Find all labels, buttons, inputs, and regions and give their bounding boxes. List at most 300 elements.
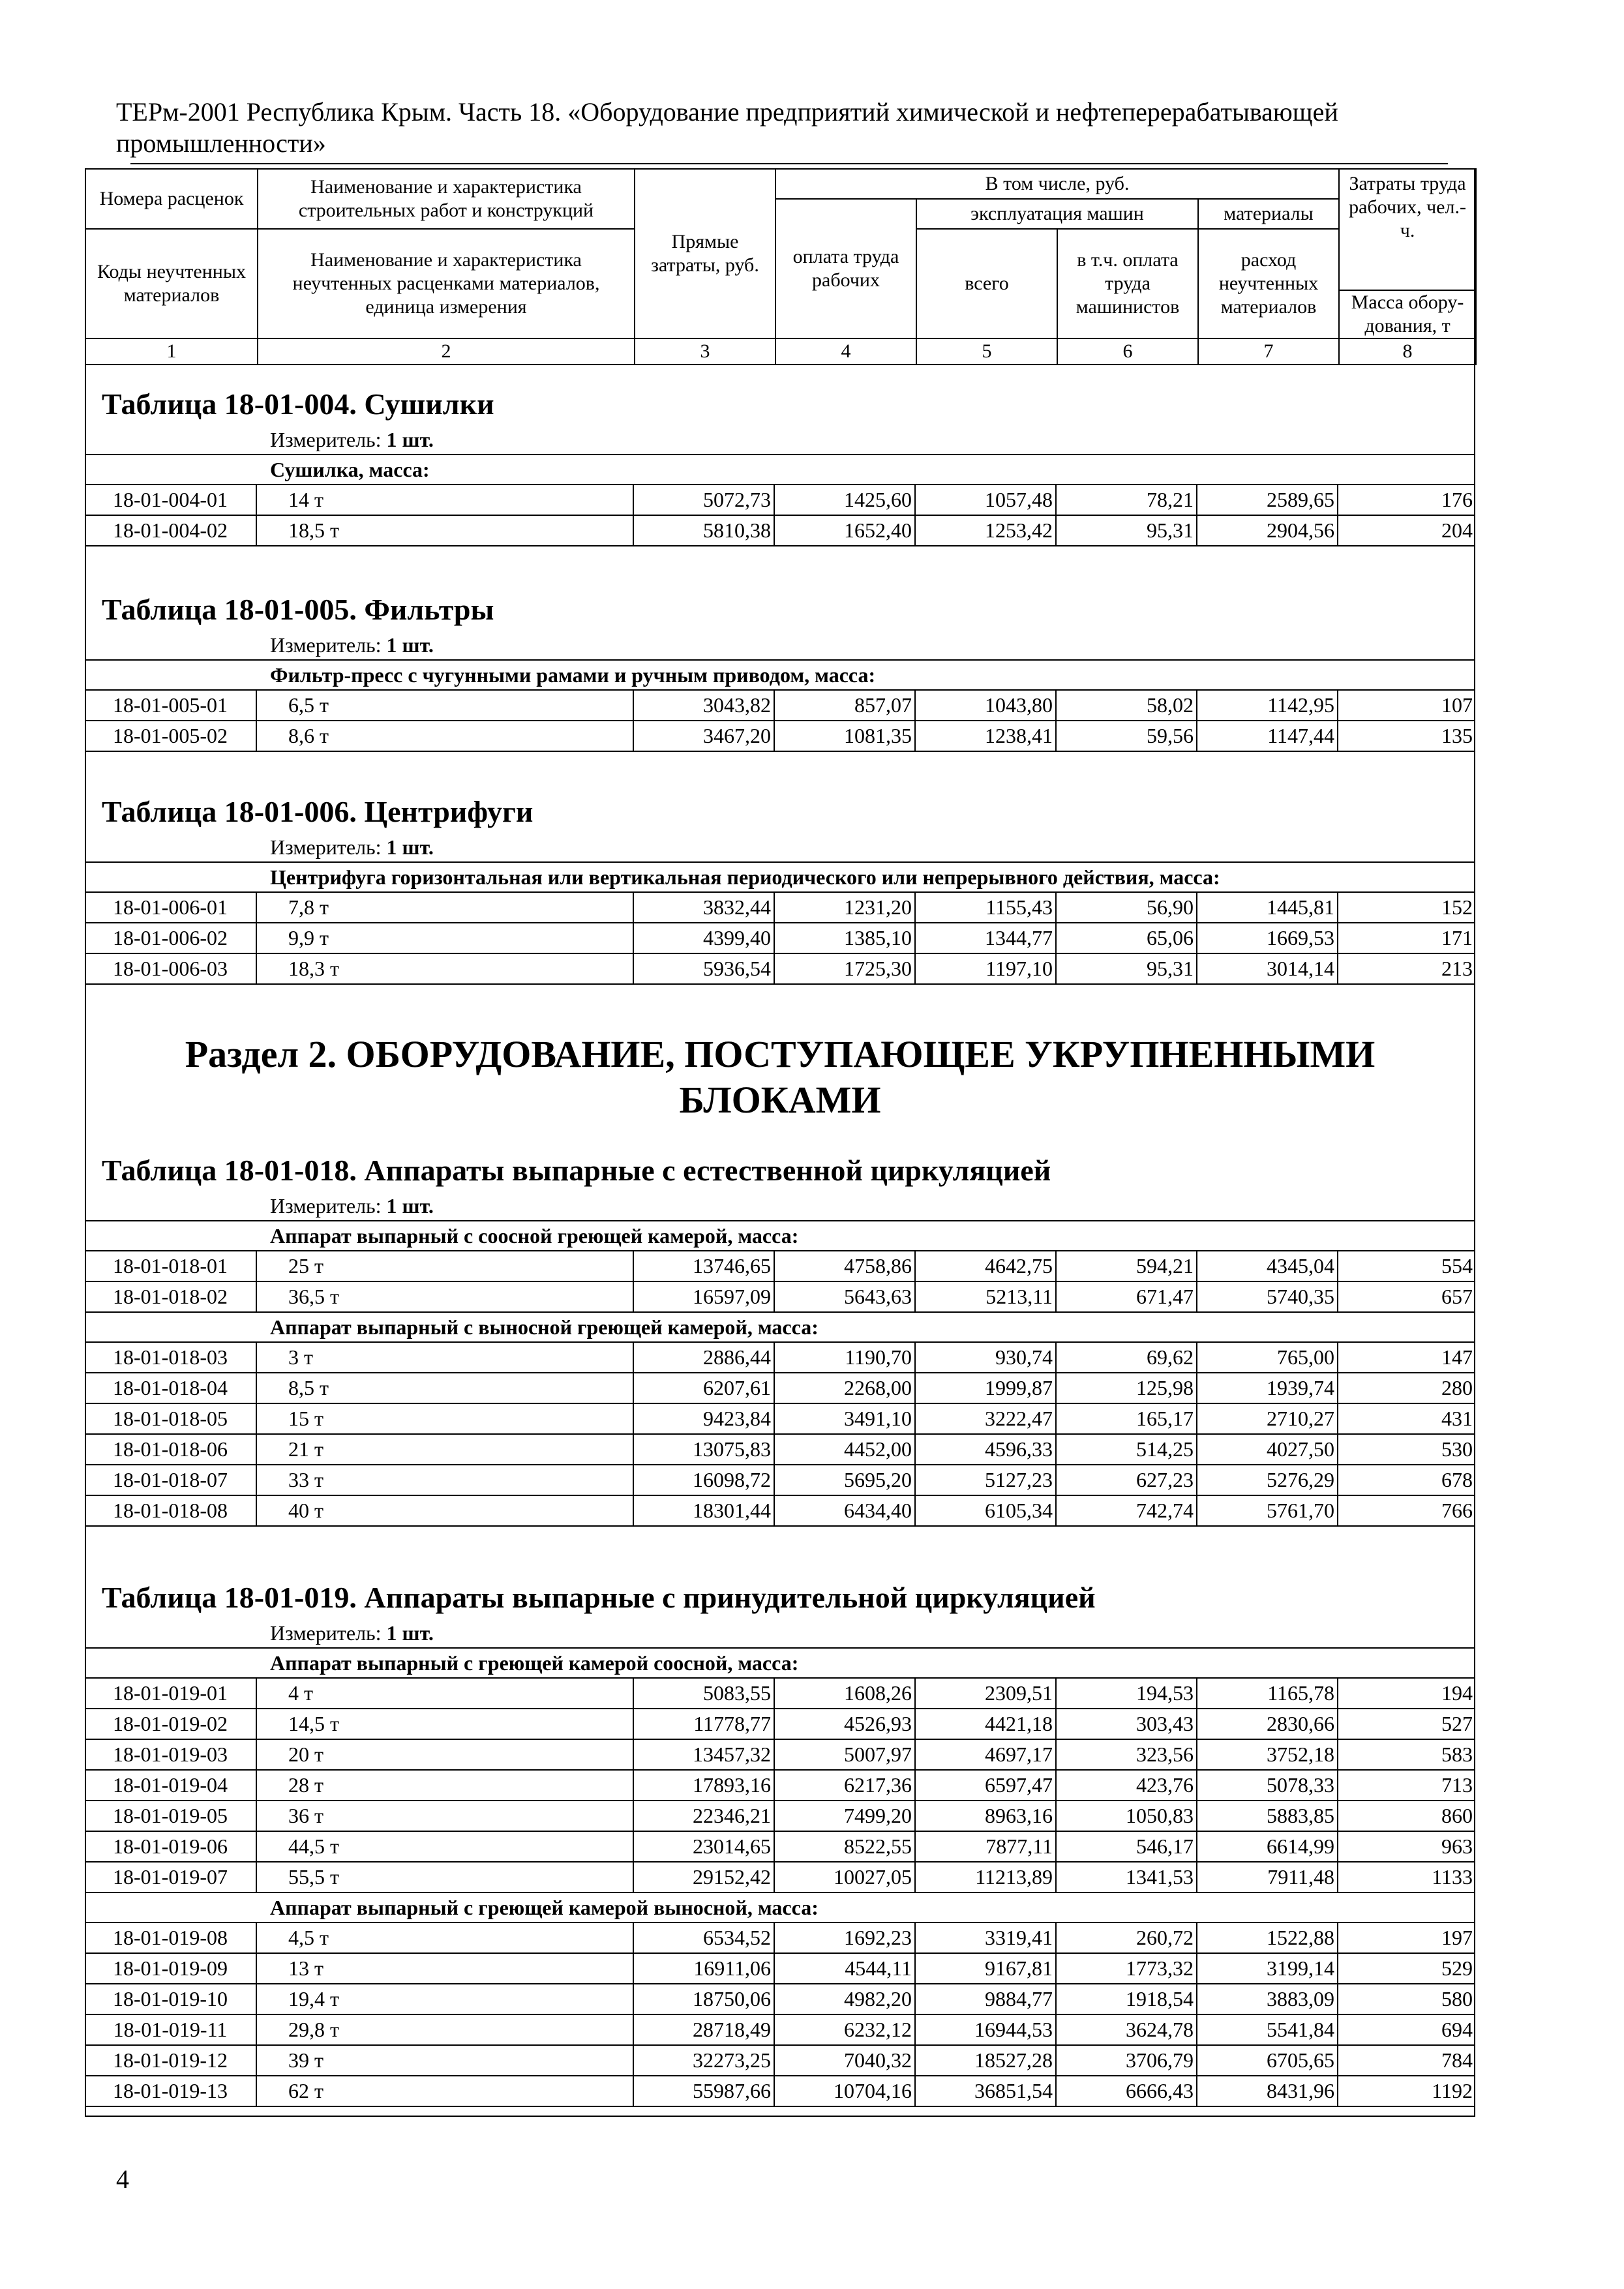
cell-code: 18-01-018-06 [85, 1435, 257, 1464]
cell-materials: 5761,70 [1197, 1496, 1338, 1525]
cell-labor: 1608,26 [775, 1679, 916, 1708]
table-section [85, 1578, 1475, 2107]
cell-code: 18-01-006-01 [85, 893, 257, 922]
cell-labor: 1231,20 [775, 893, 916, 922]
cell-code: 18-01-006-03 [85, 954, 257, 983]
cell-direct: 5072,73 [634, 485, 775, 515]
cell-machines: 5213,11 [916, 1282, 1057, 1311]
table-row [85, 1984, 1475, 2015]
cell-machines: 4596,33 [916, 1435, 1057, 1464]
cell-labor: 1652,40 [775, 516, 916, 545]
cell-name: 29,8 т [257, 2015, 634, 2044]
cell-machinist-pay: 423,76 [1057, 1771, 1197, 1800]
running-header: ТЕРм-2001 Республика Крым. Часть 18. «Оборудование предприятий химической и нефтеперерабатывающей промышленности» [116, 97, 1338, 158]
cell-labor-hours: 1192 [1432, 2079, 1473, 2102]
cell-direct: 9423,84 [634, 1404, 775, 1433]
measure-label: Измеритель: [270, 428, 382, 451]
table-row [85, 923, 1475, 954]
cell-materials: 1142,95 [1197, 691, 1338, 720]
cell-machinist-pay: 69,62 [1057, 1343, 1197, 1372]
cell-labor-hours: 694 [1441, 2018, 1473, 2041]
table-row [85, 2015, 1475, 2046]
cell-machinist-pay: 95,31 [1057, 954, 1197, 983]
measure-value: 1 шт. [386, 835, 434, 859]
cell-name: 55,5 т [257, 1863, 634, 1892]
table-row [85, 1832, 1475, 1863]
cell-labor: 6217,36 [775, 1771, 916, 1800]
cell-machinist-pay: 78,21 [1057, 485, 1197, 515]
cell-direct: 13075,83 [634, 1435, 775, 1464]
cell-labor: 4758,86 [775, 1251, 916, 1281]
cell-labor-hours: 152 [1441, 895, 1473, 919]
cell-machines: 930,74 [916, 1343, 1057, 1372]
cell-labor: 5643,63 [775, 1282, 916, 1311]
cell-machines: 36851,54 [916, 2076, 1057, 2106]
table-row [85, 1863, 1475, 1893]
group-heading: Сушилка, масса: [85, 455, 1475, 485]
measure-line [85, 1619, 1475, 1649]
group-heading: Аппарат выпарный с греющей камерой соосной, масса: [85, 1649, 1475, 1679]
cell-machinist-pay: 1341,53 [1057, 1863, 1197, 1892]
cell-labor-hours: 204 [1441, 518, 1473, 542]
col-machinist-pay: в т.ч. оплата труда машинистов [1057, 229, 1198, 338]
col-number: 3 [635, 338, 775, 365]
table-row [85, 1740, 1475, 1771]
cell-machinist-pay: 1918,54 [1057, 1984, 1197, 2014]
cell-code: 18-01-018-04 [85, 1373, 257, 1403]
cell-materials: 1165,78 [1197, 1679, 1338, 1708]
cell-name: 21 т [257, 1435, 634, 1464]
cell-materials: 3883,09 [1197, 1984, 1338, 2014]
cell-labor: 3491,10 [775, 1404, 916, 1433]
cell-name: 20 т [257, 1740, 634, 1769]
table-row [85, 1801, 1475, 1832]
cell-code: 18-01-019-07 [85, 1863, 257, 1892]
table-section [85, 590, 1475, 752]
measure-line [85, 425, 1475, 455]
table-row [85, 893, 1475, 923]
cell-direct: 18750,06 [634, 1984, 775, 2014]
cell-machinist-pay: 742,74 [1057, 1496, 1197, 1525]
table-title: Таблица 18-01-018. Аппараты выпарные с естественной циркуляцией [102, 1154, 1051, 1187]
table-row [85, 2076, 1475, 2107]
cell-machinist-pay: 59,56 [1057, 721, 1197, 751]
measure-value: 1 шт. [386, 1194, 434, 1218]
cell-materials: 1147,44 [1197, 721, 1338, 751]
cell-labor: 1725,30 [775, 954, 916, 983]
cell-code: 18-01-004-02 [85, 516, 257, 545]
page-number: 4 [116, 2164, 129, 2194]
cell-machines: 3319,41 [916, 1923, 1057, 1952]
col-name-bottom: Наименование и характеристика неучтенных расценками материалов, единица измерения [258, 229, 635, 338]
table-row [85, 1496, 1475, 1527]
col-name-top: Наименование и характеристика строительных работ и конструкций [258, 169, 635, 229]
table-title: Таблица 18-01-019. Аппараты выпарные с принудительной циркуляцией [102, 1581, 1096, 1614]
measure-label: Измеритель: [270, 835, 382, 859]
cell-direct: 2886,44 [634, 1343, 775, 1372]
cell-materials: 5078,33 [1197, 1771, 1338, 1800]
cell-machinist-pay: 303,43 [1057, 1709, 1197, 1739]
cell-materials: 4345,04 [1197, 1251, 1338, 1281]
cell-machines: 4421,18 [916, 1709, 1057, 1739]
cell-labor-hours: 1133 [1432, 1865, 1473, 1889]
cell-labor-hours: 527 [1441, 1712, 1473, 1735]
cell-materials: 1522,88 [1197, 1923, 1338, 1952]
cell-name: 14 т [257, 485, 634, 515]
table-row [85, 1282, 1475, 1313]
cell-labor-hours: 583 [1441, 1743, 1473, 1766]
cell-materials: 5541,84 [1197, 2015, 1338, 2044]
cell-labor: 1190,70 [775, 1343, 916, 1372]
cell-machinist-pay: 3706,79 [1057, 2046, 1197, 2075]
cell-machines: 16944,53 [916, 2015, 1057, 2044]
cell-labor: 6232,12 [775, 2015, 916, 2044]
cell-name: 15 т [257, 1404, 634, 1433]
table-row [85, 1373, 1475, 1404]
cell-code: 18-01-004-01 [85, 485, 257, 515]
cell-direct: 5810,38 [634, 516, 775, 545]
table-title: Таблица 18-01-006. Центрифуги [102, 795, 534, 828]
cell-name: 8,5 т [257, 1373, 634, 1403]
cell-machinist-pay: 323,56 [1057, 1740, 1197, 1769]
group-heading: Аппарат выпарный с греющей камерой выносной, масса: [85, 1893, 1475, 1923]
cell-code: 18-01-018-07 [85, 1465, 257, 1495]
cell-labor-hours: 171 [1441, 926, 1473, 950]
cell-machines: 18527,28 [916, 2046, 1057, 2075]
cell-code: 18-01-019-02 [85, 1709, 257, 1739]
cell-materials: 7911,48 [1197, 1863, 1338, 1892]
table-row [85, 1771, 1475, 1801]
cell-name: 4 т [257, 1679, 634, 1708]
cell-labor-hours: 147 [1441, 1345, 1473, 1369]
cell-direct: 13746,65 [634, 1251, 775, 1281]
cell-labor: 6434,40 [775, 1496, 916, 1525]
cell-code: 18-01-018-01 [85, 1251, 257, 1281]
section-heading: Раздел 2. ОБОРУДОВАНИЕ, ПОСТУПАЮЩЕЕ УКРУПНЕННЫМИ БЛОКАМИ [185, 1033, 1376, 1121]
cell-direct: 3832,44 [634, 893, 775, 922]
cell-direct: 4399,40 [634, 923, 775, 953]
cell-materials: 2830,66 [1197, 1709, 1338, 1739]
cell-direct: 22346,21 [634, 1801, 775, 1831]
cell-machinist-pay: 260,72 [1057, 1923, 1197, 1952]
group-heading: Аппарат выпарный с соосной греющей камерой, масса: [85, 1221, 1475, 1251]
cell-machines: 6597,47 [916, 1771, 1057, 1800]
col-number: 1 [85, 338, 258, 365]
measure-label: Измеритель: [270, 633, 382, 657]
cell-name: 44,5 т [257, 1832, 634, 1861]
cell-labor-hours: 580 [1441, 1987, 1473, 2011]
cell-name: 4,5 т [257, 1923, 634, 1952]
cell-direct: 6534,52 [634, 1923, 775, 1952]
col-labor-hours: Затраты труда рабочих, чел.-ч. [1339, 169, 1476, 290]
cell-code: 18-01-018-05 [85, 1404, 257, 1433]
col-number: 4 [775, 338, 916, 365]
table-row [85, 1954, 1475, 1984]
cell-machinist-pay: 514,25 [1057, 1435, 1197, 1464]
cell-materials: 2710,27 [1197, 1404, 1338, 1433]
cell-machinist-pay: 671,47 [1057, 1282, 1197, 1311]
cell-machines: 4642,75 [916, 1251, 1057, 1281]
cell-materials: 2904,56 [1197, 516, 1338, 545]
table-section [85, 1151, 1475, 1527]
cell-name: 18,5 т [257, 516, 634, 545]
cell-labor-hours: 280 [1441, 1376, 1473, 1399]
col-machines-total: всего [916, 229, 1057, 338]
cell-labor-hours: 197 [1441, 1926, 1473, 1949]
col-number: 6 [1057, 338, 1198, 365]
cell-name: 19,4 т [257, 1984, 634, 2014]
table-row [85, 1709, 1475, 1740]
cell-machines: 9884,77 [916, 1984, 1057, 2014]
table-row [85, 1404, 1475, 1435]
cell-machines: 1197,10 [916, 954, 1057, 983]
cell-labor-hours: 766 [1441, 1499, 1473, 1522]
cell-direct: 16911,06 [634, 1954, 775, 1983]
cell-labor: 1385,10 [775, 923, 916, 953]
measure-value: 1 шт. [386, 633, 434, 657]
col-labor-pay: оплата труда рабочих [775, 199, 916, 338]
cell-direct: 5083,55 [634, 1679, 775, 1708]
cell-labor: 4452,00 [775, 1435, 916, 1464]
cell-labor-hours: 194 [1441, 1681, 1473, 1705]
cell-materials: 1445,81 [1197, 893, 1338, 922]
cell-machines: 1253,42 [916, 516, 1057, 545]
cell-code: 18-01-019-06 [85, 1832, 257, 1861]
cell-machinist-pay: 165,17 [1057, 1404, 1197, 1433]
table-row [85, 954, 1475, 985]
cell-labor-hours: 860 [1441, 1804, 1473, 1827]
cell-name: 9,9 т [257, 923, 634, 953]
measure-label: Измеритель: [270, 1621, 382, 1645]
cell-materials: 5276,29 [1197, 1465, 1338, 1495]
cell-direct: 3043,82 [634, 691, 775, 720]
cell-direct: 3467,20 [634, 721, 775, 751]
measure-value: 1 шт. [386, 428, 434, 451]
cell-direct: 16098,72 [634, 1465, 775, 1495]
cell-machines: 1344,77 [916, 923, 1057, 953]
cell-direct: 32273,25 [634, 2046, 775, 2075]
cell-code: 18-01-019-05 [85, 1801, 257, 1831]
cell-materials: 1669,53 [1197, 923, 1338, 953]
measure-line [85, 1191, 1475, 1221]
cell-code: 18-01-019-08 [85, 1923, 257, 1952]
cell-labor: 4982,20 [775, 1984, 916, 2014]
cell-machinist-pay: 546,17 [1057, 1832, 1197, 1861]
cell-machines: 1238,41 [916, 721, 1057, 751]
table-row [85, 1343, 1475, 1373]
cell-machines: 3222,47 [916, 1404, 1057, 1433]
cell-machines: 6105,34 [916, 1496, 1057, 1525]
column-header-table [85, 168, 1477, 365]
cell-machines: 5127,23 [916, 1465, 1057, 1495]
cell-machinist-pay: 58,02 [1057, 691, 1197, 720]
cell-labor: 10027,05 [775, 1863, 916, 1892]
cell-labor: 8522,55 [775, 1832, 916, 1861]
cell-name: 36,5 т [257, 1282, 634, 1311]
cell-labor: 1692,23 [775, 1923, 916, 1952]
table-section [85, 792, 1475, 985]
cell-name: 8,6 т [257, 721, 634, 751]
cell-labor-hours: 213 [1441, 957, 1473, 980]
cell-direct: 5936,54 [634, 954, 775, 983]
cell-code: 18-01-019-13 [85, 2076, 257, 2106]
cell-machines: 8963,16 [916, 1801, 1057, 1831]
cell-name: 3 т [257, 1343, 634, 1372]
table-row [85, 1923, 1475, 1954]
cell-name: 62 т [257, 2076, 634, 2106]
cell-labor: 857,07 [775, 691, 916, 720]
col-materials: материалы [1198, 199, 1339, 229]
cell-code: 18-01-019-01 [85, 1679, 257, 1708]
col-number: 7 [1198, 338, 1339, 365]
cell-name: 40 т [257, 1496, 634, 1525]
cell-direct: 55987,66 [634, 2076, 775, 2106]
cell-direct: 11778,77 [634, 1709, 775, 1739]
cell-code: 18-01-019-12 [85, 2046, 257, 2075]
table-row [85, 2046, 1475, 2076]
cell-labor-hours: 784 [1441, 2048, 1473, 2072]
cell-name: 39 т [257, 2046, 634, 2075]
table-title: Таблица 18-01-004. Сушилки [102, 387, 494, 421]
col-codes-top: Номера расценок [85, 169, 258, 229]
cell-labor-hours: 530 [1441, 1437, 1473, 1461]
col-number: 5 [916, 338, 1057, 365]
cell-labor-hours: 963 [1441, 1834, 1473, 1858]
col-number: 8 [1339, 338, 1476, 365]
group-heading: Фильтр-пресс с чугунными рамами и ручным приводом, масса: [85, 661, 1475, 691]
cell-code: 18-01-019-09 [85, 1954, 257, 1983]
cell-materials: 5740,35 [1197, 1282, 1338, 1311]
col-equipment-mass: Масса обору-дования, т [1339, 290, 1476, 338]
cell-name: 28 т [257, 1771, 634, 1800]
cell-labor: 1425,60 [775, 485, 916, 515]
cell-materials: 6614,99 [1197, 1832, 1338, 1861]
cell-machines: 11213,89 [916, 1863, 1057, 1892]
cell-machines: 1155,43 [916, 893, 1057, 922]
cell-materials: 8431,96 [1197, 2076, 1338, 2106]
col-including: В том числе, руб. [775, 169, 1339, 199]
cell-machinist-pay: 65,06 [1057, 923, 1197, 953]
cell-code: 18-01-018-08 [85, 1496, 257, 1525]
cell-direct: 23014,65 [634, 1832, 775, 1861]
cell-labor-hours: 657 [1441, 1285, 1473, 1308]
cell-labor-hours: 529 [1441, 1956, 1473, 1980]
table-row [85, 1251, 1475, 1282]
cell-labor-hours: 554 [1441, 1254, 1473, 1278]
cell-machinist-pay: 6666,43 [1057, 2076, 1197, 2106]
cell-machinist-pay: 1050,83 [1057, 1801, 1197, 1831]
cell-labor: 1081,35 [775, 721, 916, 751]
measure-label: Измеритель: [270, 1194, 382, 1218]
table-row [85, 1679, 1475, 1709]
cell-code: 18-01-019-10 [85, 1984, 257, 2014]
cell-materials: 5883,85 [1197, 1801, 1338, 1831]
col-machines: эксплуатация машин [916, 199, 1198, 229]
cell-direct: 17893,16 [634, 1771, 775, 1800]
col-codes-bottom: Коды неучтенных материалов [85, 229, 258, 338]
cell-labor-hours: 107 [1441, 693, 1473, 717]
cell-machinist-pay: 95,31 [1057, 516, 1197, 545]
cell-code: 18-01-005-01 [85, 691, 257, 720]
cell-machinist-pay: 56,90 [1057, 893, 1197, 922]
cell-materials: 3752,18 [1197, 1740, 1338, 1769]
table-row [85, 516, 1475, 546]
cell-direct: 18301,44 [634, 1496, 775, 1525]
col-materials-unaccounted: расход неучтенных материалов [1198, 229, 1339, 338]
cell-machines: 2309,51 [916, 1679, 1057, 1708]
cell-machinist-pay: 1773,32 [1057, 1954, 1197, 1983]
cell-code: 18-01-006-02 [85, 923, 257, 953]
cell-labor: 4526,93 [775, 1709, 916, 1739]
cell-code: 18-01-019-04 [85, 1771, 257, 1800]
cell-labor-hours: 678 [1441, 1468, 1473, 1491]
cell-name: 18,3 т [257, 954, 634, 983]
cell-machines: 1999,87 [916, 1373, 1057, 1403]
cell-labor: 7040,32 [775, 2046, 916, 2075]
table-row [85, 1465, 1475, 1496]
measure-line [85, 631, 1475, 661]
cell-materials: 4027,50 [1197, 1435, 1338, 1464]
cell-code: 18-01-005-02 [85, 721, 257, 751]
group-heading: Центрифуга горизонтальная или вертикальная периодического или непрерывного действия, масса: [85, 863, 1475, 893]
cell-name: 13 т [257, 1954, 634, 1983]
cell-materials: 3199,14 [1197, 1954, 1338, 1983]
cell-code: 18-01-018-03 [85, 1343, 257, 1372]
table-title: Таблица 18-01-005. Фильтры [102, 593, 494, 626]
cell-labor: 10704,16 [775, 2076, 916, 2106]
measure-value: 1 шт. [386, 1621, 434, 1645]
cell-code: 18-01-019-11 [85, 2015, 257, 2044]
cell-machinist-pay: 3624,78 [1057, 2015, 1197, 2044]
cell-name: 36 т [257, 1801, 634, 1831]
cell-labor: 2268,00 [775, 1373, 916, 1403]
cell-labor: 4544,11 [775, 1954, 916, 1983]
cell-machines: 4697,17 [916, 1740, 1057, 1769]
cell-labor: 5007,97 [775, 1740, 916, 1769]
cell-name: 6,5 т [257, 691, 634, 720]
table-row [85, 721, 1475, 752]
cell-materials: 2589,65 [1197, 485, 1338, 515]
cell-code: 18-01-019-03 [85, 1740, 257, 1769]
cell-materials: 6705,65 [1197, 2046, 1338, 2075]
cell-machinist-pay: 627,23 [1057, 1465, 1197, 1495]
cell-machines: 1057,48 [916, 485, 1057, 515]
cell-machines: 1043,80 [916, 691, 1057, 720]
cell-labor: 7499,20 [775, 1801, 916, 1831]
table-row [85, 485, 1475, 516]
cell-labor-hours: 135 [1441, 724, 1473, 747]
cell-labor-hours: 431 [1441, 1407, 1473, 1430]
col-direct-costs: Прямые затраты, руб. [635, 169, 775, 338]
cell-code: 18-01-018-02 [85, 1282, 257, 1311]
header-rule [130, 163, 1448, 164]
cell-direct: 29152,42 [634, 1863, 775, 1892]
table-row [85, 691, 1475, 721]
cell-labor-hours: 176 [1441, 488, 1473, 511]
cell-name: 33 т [257, 1465, 634, 1495]
cell-machinist-pay: 194,53 [1057, 1679, 1197, 1708]
cell-direct: 28718,49 [634, 2015, 775, 2044]
cell-name: 14,5 т [257, 1709, 634, 1739]
cell-labor: 5695,20 [775, 1465, 916, 1495]
cell-machines: 9167,81 [916, 1954, 1057, 1983]
table-section [85, 385, 1475, 546]
cell-direct: 13457,32 [634, 1740, 775, 1769]
col-number: 2 [258, 338, 635, 365]
cell-machines: 7877,11 [916, 1832, 1057, 1861]
cell-direct: 6207,61 [634, 1373, 775, 1403]
cell-materials: 1939,74 [1197, 1373, 1338, 1403]
